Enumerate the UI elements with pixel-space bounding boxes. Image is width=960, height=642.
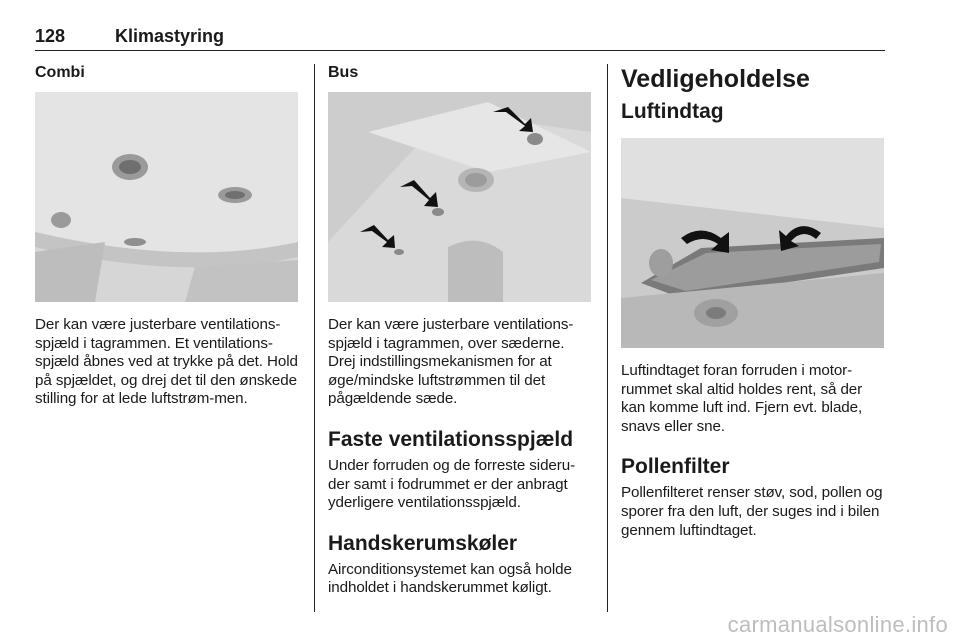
paragraph-pollen-filter: Pollenfilteret renser støv, sod, pollen og sporer fra den luft, der suges ind i bilen gennem luftindtaget. [621,484,883,539]
column-combi [35,64,300,421]
heading-maintenance: Vedligeholdelse [621,65,810,93]
paragraph-combi: Der kan være justerbare ventilations-spjæld i tagrammen. Et ventilations-spjæld åbnes ved at trykke på det. Hold på spjældet, og drej det til den ønskede stilling for at lede luftstrøm-men. [35,316,298,408]
column-bus [328,64,593,610]
page-number: 128 [35,26,66,46]
section-heading-bus: Bus [328,64,359,81]
heading-pollen-filter: Pollenfilter [621,455,730,479]
column-divider [314,64,315,612]
paragraph-fixed-vents: Under forruden og de forreste sideru-der samt i fodrummet er der anbragt yderligere ventilationsspjæld. [328,456,576,512]
heading-glovebox-cooler: Handskerumskøler [328,531,518,555]
section-heading-combi: Combi [35,64,85,81]
heading-air-intake: Luftindtag [621,100,724,123]
page-header [35,24,885,51]
bus-roof-vents-arrows-illustration [328,92,591,302]
paragraph-glovebox-cooler: Airconditionsystemet kan også holde indholdet i handskerummet køligt. [328,560,572,597]
watermark-text: carmanualsonline.info [727,612,948,637]
paragraph-bus: Der kan være justerbare ventilations-spjæld i tagrammen, over sæderne. Drej indstillingsmekanismen for at øge/mindske luftstrømmen til det pågældende sæde. [328,316,574,408]
air-intake-engine-bay-illustration [621,138,884,348]
column-divider [607,64,608,612]
heading-fixed-vents: Faste ventilationsspjæld [328,427,574,451]
paragraph-air-intake: Luftindtaget foran forruden i motor-rummet skal altid holdes rent, så der kan komme luft ind. Fjern evt. blade, snavs eller sne. [621,362,863,435]
chapter-title: Klimastyring [115,26,225,46]
vehicle-roof-vents-illustration [35,92,298,302]
column-maintenance [621,64,886,552]
